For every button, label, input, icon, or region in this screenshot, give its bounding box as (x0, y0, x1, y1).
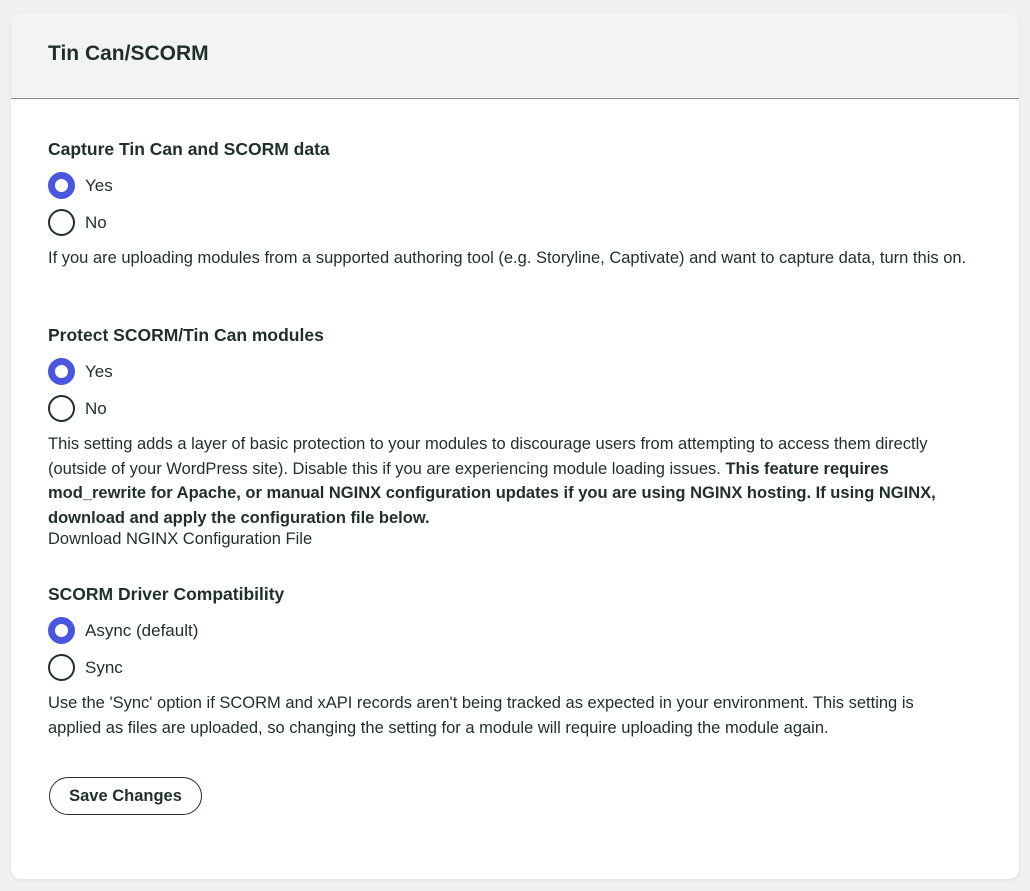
page-title: Tin Can/SCORM (48, 42, 209, 65)
radio-button[interactable] (48, 209, 75, 236)
driver-section-title: SCORM Driver Compatibility (48, 584, 285, 604)
protect-description (48, 432, 968, 530)
protect-option-no[interactable] (48, 395, 107, 422)
capture-section-title: Capture Tin Can and SCORM data (48, 139, 330, 159)
radio-button[interactable] (48, 395, 75, 422)
radio-label: Async (default) (85, 620, 199, 640)
radio-button[interactable] (48, 358, 75, 385)
radio-button[interactable] (48, 617, 75, 644)
capture-description: If you are uploading modules from a supported authoring tool (e.g. Storyline, Captivate) and want to capture data, turn this on. (48, 249, 967, 267)
settings-card (11, 13, 1019, 879)
radio-button[interactable] (48, 172, 75, 199)
protect-description-text: This setting adds a layer of basic protection to your modules to discourage users from attempting to access them directly (outside of your WordPress site). Disable this if you are experiencing module loading issues. (48, 435, 928, 478)
radio-label: No (85, 212, 107, 232)
card-header (11, 13, 1019, 99)
capture-option-no[interactable] (48, 209, 107, 236)
save-changes-button[interactable]: Save Changes (49, 777, 202, 815)
protect-option-yes[interactable] (48, 358, 113, 385)
protect-section-title: Protect SCORM/Tin Can modules (48, 325, 324, 345)
radio-label: No (85, 398, 107, 418)
radio-button[interactable] (48, 654, 75, 681)
driver-description: Use the 'Sync' option if SCORM and xAPI records aren't being tracked as expected in your environment. This setting is applied as files are uploaded, so changing the setting for a module will require uploading the module again. (48, 694, 914, 737)
download-nginx-config-link[interactable]: Download NGINX Configuration File (48, 530, 313, 548)
radio-label: Sync (85, 657, 123, 677)
capture-option-yes[interactable] (48, 172, 113, 199)
driver-option-async[interactable] (48, 617, 198, 644)
driver-option-sync[interactable] (48, 654, 123, 681)
radio-label: Yes (85, 175, 113, 195)
radio-label: Yes (85, 361, 113, 381)
protect-description-warning: This feature requires mod_rewrite for Apache, or manual NGINX configuration updates if you are using NGINX hosting. If using NGINX, download and apply the configuration file below. (48, 459, 936, 527)
